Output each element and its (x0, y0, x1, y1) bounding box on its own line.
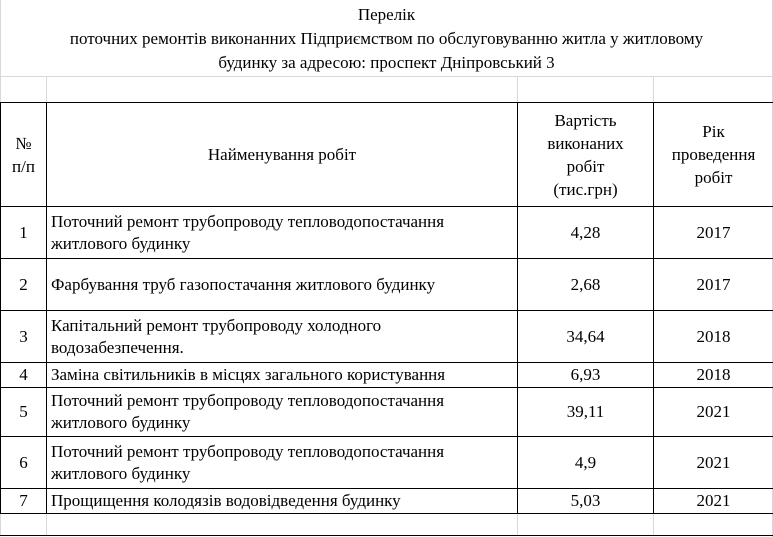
header-work-name: Найменування робіт (47, 103, 518, 207)
row-work-name: Фарбування труб газопостачання житлового будинку (47, 259, 518, 311)
header-number: № п/п (1, 103, 47, 207)
header-cost: Вартість виконаних робіт (тис.грн) (518, 103, 654, 207)
row-number: 2 (1, 259, 47, 311)
grid-line (517, 76, 518, 102)
table-row (1, 311, 773, 363)
row-number: 3 (1, 311, 47, 363)
row-cost: 34,64 (518, 311, 654, 363)
empty-cell[interactable] (47, 514, 518, 536)
table-row (1, 363, 773, 388)
title-line-3: будинку за адресою: проспект Дніпровський 3 (218, 53, 555, 72)
empty-cell[interactable] (518, 514, 654, 536)
repairs-table (0, 102, 773, 536)
row-work-name: Поточний ремонт трубопроводу тепловодопостачання житлового будинку (47, 437, 518, 489)
table-row (1, 259, 773, 311)
empty-cell[interactable] (1, 514, 47, 536)
row-cost: 2,68 (518, 259, 654, 311)
row-cost: 6,93 (518, 363, 654, 388)
row-year: 2021 (654, 437, 773, 489)
row-number: 6 (1, 437, 47, 489)
row-cost: 4,28 (518, 207, 654, 259)
title-line-2: поточних ремонтів виконанних Підприємством по обслуговуванню житла у житловому (69, 29, 704, 48)
row-number: 5 (1, 388, 47, 437)
row-number: 4 (1, 363, 47, 388)
row-year: 2017 (654, 259, 773, 311)
row-cost: 4,9 (518, 437, 654, 489)
row-work-name: Капітальний ремонт трубопроводу холодного водозабезпечення. (47, 311, 518, 363)
table-row (1, 489, 773, 514)
table-row (1, 437, 773, 489)
row-work-name: Поточний ремонт трубопроводу тепловодопостачання житлового будинку (47, 388, 518, 437)
row-year: 2018 (654, 311, 773, 363)
row-cost: 5,03 (518, 489, 654, 514)
table-row (1, 388, 773, 437)
row-year: 2021 (654, 388, 773, 437)
row-work-name: Заміна світильників в місцях загального користування (47, 363, 518, 388)
document-title (0, 0, 773, 76)
table-header-row (1, 103, 773, 207)
row-year: 2018 (654, 363, 773, 388)
row-year: 2017 (654, 207, 773, 259)
grid-line (46, 76, 47, 102)
header-year: Рік проведення робіт (654, 103, 773, 207)
row-cost: 39,11 (518, 388, 654, 437)
row-work-name: Поточний ремонт трубопроводу тепловодопостачання житлового будинку (47, 207, 518, 259)
row-number: 1 (1, 207, 47, 259)
row-year: 2021 (654, 489, 773, 514)
row-work-name: Прощищення колодязів водовідведення будинку (47, 489, 518, 514)
grid-line (0, 76, 773, 77)
grid-line (653, 76, 654, 102)
table-row (1, 207, 773, 259)
title-line-1: Перелік (357, 5, 416, 24)
empty-cell[interactable] (654, 514, 773, 536)
empty-spreadsheet-row (1, 514, 773, 536)
row-number: 7 (1, 489, 47, 514)
